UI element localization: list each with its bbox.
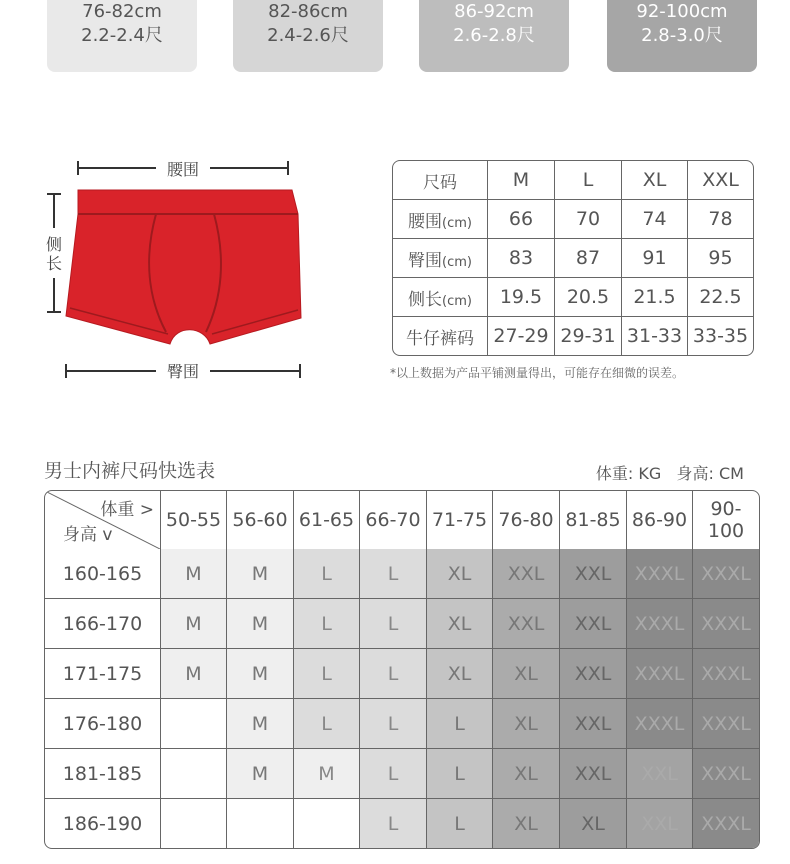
table-cell: 95 [688, 239, 753, 278]
quick-chart-units: 体重: KG 身高: CM [595, 464, 744, 483]
size-cell: XXL [627, 799, 693, 848]
height-row-label: 171-175 [45, 649, 161, 699]
table-header-cell: 尺码 [393, 161, 488, 200]
corner-cell [45, 491, 161, 549]
table-row [393, 317, 753, 355]
briefs-diagram-svg [36, 148, 316, 388]
size-cell: L [360, 649, 427, 699]
table-row [45, 749, 759, 799]
size-cell: L [427, 699, 493, 749]
size-cell: XL [493, 749, 560, 799]
table-cell: 21.5 [622, 278, 688, 317]
size-cell: XXL [493, 599, 560, 649]
size-cell: XXL [560, 599, 627, 649]
size-cell: XL [493, 699, 560, 749]
size-cell: L [294, 549, 360, 599]
size-cell: L [427, 749, 493, 799]
size-cell: M [227, 599, 294, 649]
size-cell: L [427, 799, 493, 848]
size-cell: M [227, 649, 294, 699]
table-header-cell: XXL [688, 161, 753, 200]
waist-card-range-chi: 2.8-3.0尺 [641, 25, 723, 46]
size-cell: XXXL [693, 549, 759, 599]
weight-header-cell: 61-65 [294, 491, 360, 549]
size-cell [161, 749, 227, 799]
height-row-label: 166-170 [45, 599, 161, 649]
waist-card-range-chi: 2.4-2.6尺 [267, 25, 349, 46]
size-cell: XL [493, 799, 560, 848]
size-cell: XL [493, 649, 560, 699]
measurement-note: *以上数据为产品平铺测量得出，可能存在细微的误差。 [390, 366, 685, 380]
size-cell: XXXL [627, 599, 693, 649]
hip-label: 臀围 [166, 362, 200, 381]
table-cell: 19.5 [488, 278, 555, 317]
height-row-label: 181-185 [45, 749, 161, 799]
waist-card-range-cm: 82-86cm [268, 1, 348, 22]
table-cell: 78 [688, 200, 753, 239]
row-label [393, 317, 488, 355]
size-cell: L [294, 649, 360, 699]
row-label-unit: (cm) [442, 293, 472, 309]
table-cell: 87 [555, 239, 622, 278]
height-row-label: 186-190 [45, 799, 161, 848]
quick-chart-title: 男士内裤尺码快选表 [44, 460, 216, 482]
table-row [393, 200, 753, 239]
table-cell: 91 [622, 239, 688, 278]
size-cell: XXXL [693, 799, 759, 848]
table-cell: 31-33 [622, 317, 688, 355]
height-row-label: 160-165 [45, 549, 161, 599]
table-cell: 22.5 [688, 278, 753, 317]
size-cell: XL [560, 799, 627, 848]
weight-header-cell: 56-60 [227, 491, 294, 549]
size-cell: XXL [560, 699, 627, 749]
size-cell: L [360, 799, 427, 848]
table-cell: 29-31 [555, 317, 622, 355]
row-label-unit: (cm) [442, 254, 472, 270]
table-cell: 66 [488, 200, 555, 239]
row-label [393, 278, 488, 317]
waist-card-range-chi: 2.6-2.8尺 [453, 25, 535, 46]
size-cell: M [227, 549, 294, 599]
table-row [393, 239, 753, 278]
waist-card-range-cm: 86-92cm [454, 1, 534, 22]
size-cell: XXXL [627, 549, 693, 599]
size-cell: XXL [493, 549, 560, 599]
weight-header-cell: 86-90 [627, 491, 693, 549]
table-row [393, 278, 753, 317]
row-label [393, 239, 488, 278]
weight-header-cell: 66-70 [360, 491, 427, 549]
size-cell: M [161, 649, 227, 699]
table-row [45, 599, 759, 649]
side-label-2: 长 [45, 254, 63, 273]
waist-card-xl [419, 0, 569, 72]
table-cell: 83 [488, 239, 555, 278]
weight-header-cell: 90-100 [707, 498, 745, 542]
size-cell: XXL [560, 549, 627, 599]
size-cell: L [360, 699, 427, 749]
table-header-cell: M [488, 161, 555, 200]
waist-card-range-cm: 92-100cm [636, 1, 728, 22]
size-cell: L [294, 599, 360, 649]
size-cell: XXXL [693, 599, 759, 649]
table-cell: 74 [622, 200, 688, 239]
table-row [45, 799, 759, 848]
row-label [393, 200, 488, 239]
size-cell: XXL [560, 649, 627, 699]
size-cell: XL [427, 599, 493, 649]
measurement-diagram [36, 148, 316, 388]
size-cell: M [227, 699, 294, 749]
table-cell: 70 [555, 200, 622, 239]
quick-size-table [44, 490, 760, 849]
table-row [45, 699, 759, 749]
row-label-text: 牛仔裤码 [406, 328, 474, 349]
waist-card-xxl [607, 0, 757, 72]
size-cell: XXXL [693, 699, 759, 749]
waist-card-l [233, 0, 383, 72]
size-cell: XXXL [693, 749, 759, 799]
size-cell [227, 799, 294, 848]
size-cell: L [360, 599, 427, 649]
size-cell: L [360, 749, 427, 799]
table-cell: 27-29 [488, 317, 555, 355]
quick-header-row [45, 491, 759, 549]
size-cell: M [294, 749, 360, 799]
size-cell: M [161, 549, 227, 599]
size-cell [161, 799, 227, 848]
table-header-row [393, 161, 753, 200]
row-label-text: 侧长 [408, 289, 443, 310]
table-cell: 33-35 [692, 325, 749, 347]
waist-label: 腰围 [166, 160, 200, 179]
size-cell [294, 799, 360, 848]
size-cell: XXXL [627, 649, 693, 699]
size-cell: L [294, 699, 360, 749]
weight-header-cell: 81-85 [560, 491, 627, 549]
waist-card-range-cm: 76-82cm [82, 1, 162, 22]
table-row [45, 649, 759, 699]
weight-header-cell: 76-80 [493, 491, 560, 549]
size-cell: L [360, 549, 427, 599]
table-row [45, 549, 759, 599]
corner-height-label: 身高 v [63, 525, 113, 545]
size-cell: XXXL [627, 699, 693, 749]
side-label-1: 侧 [45, 235, 63, 254]
row-label-text: 腰围 [408, 211, 443, 232]
row-label-unit: (cm) [442, 215, 472, 231]
size-cell: XXL [627, 749, 693, 799]
size-cell: XXL [560, 749, 627, 799]
table-header-cell: L [555, 161, 622, 200]
weight-header-cell: 71-75 [427, 491, 493, 549]
weight-header-cell: 50-55 [161, 491, 227, 549]
row-label-text: 臀围 [408, 250, 443, 271]
size-cell: M [161, 599, 227, 649]
corner-weight-label: 体重 > [100, 500, 154, 520]
size-measurement-table [392, 160, 754, 356]
size-cell: XL [427, 549, 493, 599]
size-cell: XXXL [693, 649, 759, 699]
height-row-label: 176-180 [45, 699, 161, 749]
size-cell [161, 699, 227, 749]
size-cell: XL [427, 649, 493, 699]
table-header-cell: XL [622, 161, 688, 200]
table-cell: 20.5 [555, 278, 622, 317]
size-cell: M [227, 749, 294, 799]
waist-card-range-chi: 2.2-2.4尺 [81, 25, 163, 46]
waist-card-m [47, 0, 197, 72]
